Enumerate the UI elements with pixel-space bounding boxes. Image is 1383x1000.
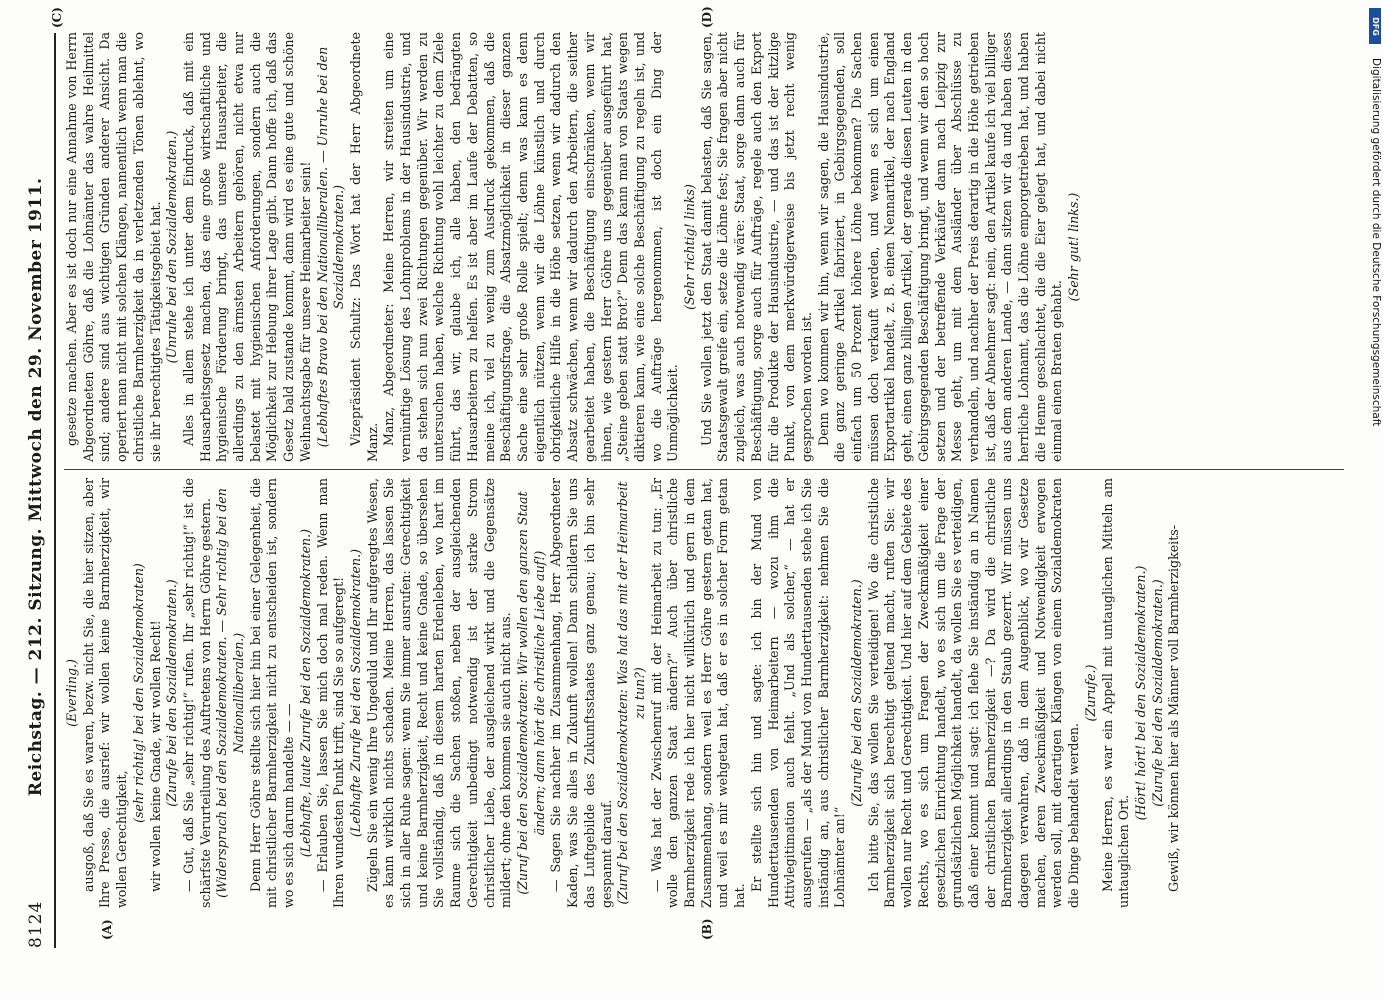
interjection: (Lebhafte, laute Zurufe bei den Sozialdemokraten.): [297, 528, 313, 858]
margin-marker-b: (B): [700, 918, 714, 940]
margin-marker-a: (A): [100, 919, 114, 940]
interjection: (Everling.): [64, 659, 79, 727]
page-header: [18, 33, 56, 948]
page-title: Reichstag. — 212. Sitzung. Mittwoch den 29. November 1911.: [26, 177, 46, 797]
page-number: 8124: [26, 900, 46, 948]
right-column: [64, 32, 1344, 462]
paragraph: — Sagen Sie nachher im Zusammenhang, Herr Abgeordneter Kaden, was Sie alles in Zukunft wollen! Dann schildern Sie uns das Luftgebilde des Zukunftsstaates ganz genau; ich bin sehr gespannt darauf.: [548, 478, 614, 908]
paragraph: ausgoß, daß Sie es waren, bezw. nicht Sie, die hier sitzen, aber Ihre Presse, die ausrief: wir wollen keine Barmherzigkeit, wir wollen Gerechtigkeit,: [80, 478, 130, 908]
paragraph: Manz, Abgeordneter: Meine Herren, wir streiten um eine vernünftige Lösung des Lohnproblems in der Hausindustrie, und da stehen sich nun zwei Richtungen gegenüber. Wir werden zu untersuchen haben, welche Richtung wohl leichter zu dem Ziele führt, das wir, glaube ich, alle haben, den bedrängten Hausarbeitern zu helfen. Es ist aber im Laufe der Debatten, so meine ich, viel zu wenig zum Ausdruck gekommen, daß die Beschäftigungsfrage, die Absatzmöglichkeit in dieser ganzen Sache eine sehr große Rolle spielt; denn was kann es denn eigentlich nützen, wenn wir die Löhne künstlich und durch obrigkeitliche Hilfe in die Höhe setzen, wenn wir dadurch den Absatz schwächen, wenn wir dadurch den Arbeitern, die seither gearbeitet haben, die Beschäftigung einschränken, wenn wir ihnen, wie gestern Herr Göhre uns gegenüber ausgeführt hat, „Steine geben statt Brot?“ Denn das kann man von Staats wegen diktieren kann, wie eine solche Beschäftigung zu regeln ist, und wo die Aufträge hergenommen, ist doch ein Ding der Unmöglichkeit.: [381, 32, 681, 462]
interjection: (Lebhaftes Bravo bei den Nationalliberalen. — Unruhe bei den Sozialdemokraten.): [314, 46, 347, 448]
interjection: (Zuruf bei den Sozialdemokraten: Wir wollen den ganzen Staat ändern; dann hört die christliche Liebe auf!): [514, 491, 547, 895]
interjection: (Zuruf bei den Sozialdemokraten: Was hat das mit der Heimarbeit zu tun?): [615, 481, 647, 905]
interjection: (Lebhafte Zurufe bei den Sozialdemokraten.): [347, 548, 363, 838]
credit-line: [1370, 8, 1383, 998]
interjection: (Zurufe bei den Sozialdemokraten.): [849, 579, 865, 807]
interjection: (sehr richtig! bei den Sozialdemokraten): [130, 563, 146, 823]
paragraph: Gewiß, wir können hier als Männer voll Barmherzigkeits-: [1166, 525, 1182, 892]
paragraph: Denn wo kommen wir hin, wenn wir sagen, die Hausindustrie, die ganz geringe Artikel fabriziert, in Gebirgsgegenden, soll einfach um 50 Prozent höhere Löhne bekommen? Die Sachen müssen doch verkauft werden, und wenn es sich um einen Exportartikel handelt, z. B. einen Nennartikel, der nach England geht, einen ganz billigen Artikel, der gerade diesen Leuten in den Gebirgsgegenden Beschäftigung bringt, und wenn wir den so hoch setzen und der betreffende Verkäufer dann nach Leipzig zur Messe geht, um mit dem Ausländer über Abschlüsse zu verhandeln, und nachher der Preis derartig in die Höhe getrieben ist, daß der Abnehmer sagt: nein, den Artikel kaufe ich viel billiger aus dem anderen Lande, — dann sitzen wir da und haben dieses herrliche Lohnamt, das die Löhne emporgetrieben hat, und haben die Henne geschlachtet, die die Eier gelegt hat, und dabei nicht einmal einen Braten gehabt.: [815, 32, 1065, 462]
credit-text: Digitalisierung gefördert durch die Deutsche Forschungsgemeinschaft: [1370, 58, 1382, 427]
interjection: (Sehr gut! links.): [1066, 192, 1082, 302]
interjection: (Hört! hört! bei den Sozialdemokraten.): [1133, 565, 1148, 821]
margin-marker-d: (D): [700, 6, 714, 28]
left-column: [64, 478, 1344, 908]
interjection: (Widerspruch bei den Sozialdemokraten. — Sehr richtig bei den Nationalliberalen.): [214, 488, 247, 898]
paragraph: Und Sie wollen jetzt den Staat damit belasten, daß Sie sagen, Staatsgewalt greife ein, setze die Löhne fest; Sie fragen aber nicht zugleich, was auch notwendig wäre: Staat, sorge dann auch für Beschäftigung, sorge auch für Aufträge, regele auch den Export für die Produkte der Hausindustrie, — und das ist der kitzlige Punkt, von dem merkwürdigerweise bis jetzt recht wenig gesprochen worden ist.: [698, 32, 814, 462]
paragraph: — Erlauben Sie, lassen Sie mich doch mal reden. Wenn man Ihren wundesten Punkt trifft, sind Sie so aufgeregt!: [314, 478, 347, 908]
dfg-logo-text: DFG: [1370, 16, 1380, 36]
paragraph: gesetze machen. Aber es ist doch nur eine Annahme von Herrn Abgeordneten Göhre, daß die Lohnämter das wahre Heilmittel sind; andere sind aus wichtigen Gründen anderer Ansicht. Da operiert man nicht mit solchen Klängen, namentlich wenn man die christliche Barmherzigkeit da in verletzenden Tönen ablehnt, wo sie ihr berechtigtes Tätigkeitsgebiet hat.: [64, 32, 163, 462]
paragraph: Denn Herr Göhre stellte sich hier hin bei einer Gelegenheit, die mit christlicher Barmherzigkeit nicht zu entscheiden ist, sondern wo es sich darum handelte — —: [247, 478, 297, 908]
paragraph: — Was hat der Zwischenruf mit der Heimarbeit zu tun: „Er wolle den ganzen Staat ändern?“ Auch über christliche Barmherzigkeit rede ich hier nicht willkürlich und gern in dem Zusammenhang, sondern weil es Herr Göhre gestern getan hat, und weil es mir wehgetan hat, daß er es in solcher Form getan hat.: [648, 478, 748, 908]
paragraph: Vizepräsident Schultz: Das Wort hat der Herr Abgeordnete Manz.: [347, 32, 380, 462]
paragraph: Er stellte sich hin und sagte: ich bin der Mund von Hunderttausenden von Heimarbeitern — wozu ihm die Attivlegitimation auch fehlt. „Und als solcher,“ — hat er ausgerufen — „als der Mund von Hunderttausenden stehe ich Sie inständig an, aus christlicher Barmherzigkeit: nehmen Sie die Lohnämter an!“: [748, 478, 848, 908]
interjection: (Sehr richtig! links): [682, 184, 698, 310]
interjection: (Zurufe bei den Sozialdemokraten.): [164, 579, 180, 807]
paragraph: Zügeln Sie ein wenig Ihre Ungeduld und Ihr aufgeregtes Wesen, es kann wirklich nichts schaden. Meine Herren, das lassen Sie sich in aller Ruhe sagen: wenn Sie immer ausrufen: Gerechtigkeit und keine Barmherzigkeit, Recht und keine Gnade, so übersehen Sie vollständig, daß in diesem harten Erdenleben, wo hart im Raume sich die Sachen stoßen, neben der ausgleichenden Gerechtigkeit unbedingt notwendig ist der starke Strom christlicher Liebe, der ausgleichend wirkt und die Gegensätze mildert; ohne den kommen sie auch nicht aus.: [364, 478, 514, 908]
paragraph: — Gut, daß Sie „sehr richtig!“ rufen. Ihr „sehr richtig!“ ist die schärfste Verurteilung des Auftretens von Herrn Göhre gestern.: [180, 478, 213, 908]
interjection: (Zurufe.): [1082, 664, 1098, 722]
paragraph: Alles in allem stehe ich unter dem Eindruck, daß mit ein Hausarbeitsgesetz machen, das eine große wirtschaftliche und hygienische Förderung bringt, das unsere Hausarbeiter, die allerdings zu den ärmsten Arbeitern gehören, nicht etwa nur belastet mit hygienischen Anforderungen, sondern auch die Möglichkeit zur Hebung ihrer Lage gibt. Dann hoffe ich, daß das Gesetz bald zustande kommt, dann wird es eine gute und schöne Weihnachtsgabe für unsere Heimarbeiter sein!: [180, 32, 313, 462]
interjection: (Unruhe bei den Sozialdemokraten.): [164, 130, 180, 364]
paragraph: Meine Herren, es war ein Appell mit untauglichen Mitteln am untauglichen Ort.: [1099, 478, 1132, 908]
paragraph: Ich bitte Sie, das wollen Sie verteidigen! Wo die christliche Barmherzigkeit sich berechtigt geltend macht, ruften Sie: wir wollen nur Recht und Gerechtigkeit. Und hier auf dem Gebiete des Rechts, wo es sich um Fragen der Zweckmäßigkeit einer gesetzlichen Einrichtung handelt, wo es sich um die Frage der grundsätzlichen Möglichkeit handelt, da wollen Sie es verteidigen, daß einer kommt und sagt: ich flehe Sie inständig an in Namen der christlichen Barmherzigkeit —? Da wird die christliche Barmherzigkeit allerdings in den Staub gezerrt. Wir müssen uns dagegen verwahren, daß in dem Augenblick, wo wir Gesetze machen, deren Zweckmäßigkeit und Notwendigkeit erwogen werden soll, mit derartigen Klängen von einem Sozialdemokraten die Dinge behandelt werden.: [865, 478, 1082, 908]
column-rule: [64, 469, 1344, 470]
paragraph: wir wollen keine Gnade, wir wollen Recht!: [147, 620, 163, 892]
margin-marker-c: (C): [50, 7, 64, 28]
interjection: (Zurufe bei den Sozialdemokraten.): [1149, 579, 1165, 807]
